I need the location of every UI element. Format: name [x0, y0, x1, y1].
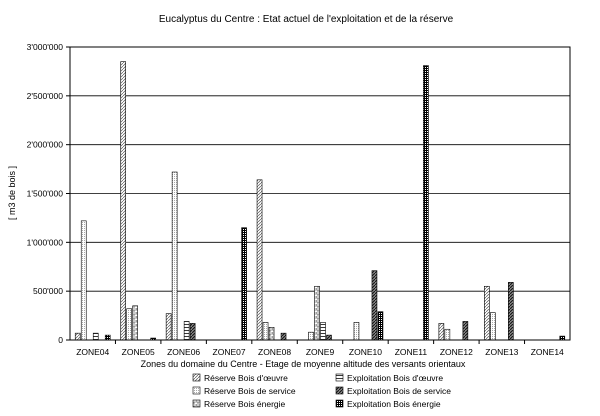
- bar-zone13-series-4: [508, 282, 513, 340]
- y-tick-label: 500'000: [33, 286, 63, 297]
- legend-item: [193, 373, 288, 383]
- legend-swatch: [193, 400, 200, 407]
- x-tick-label: ZONE06: [167, 347, 201, 357]
- gridlines: [70, 96, 570, 291]
- bar-zone10-series-1: [354, 322, 359, 340]
- bar-zone05-series-2: [133, 306, 138, 340]
- bar-zone12-series-0: [439, 323, 444, 340]
- y-axis-label: [ m3 de bois ]: [7, 165, 17, 221]
- legend-item: [193, 386, 296, 396]
- bar-zone13-series-0: [484, 286, 489, 340]
- x-tick-label: ZONE10: [348, 347, 382, 357]
- legend-swatch: [336, 400, 343, 407]
- y-tick-label: 3'000'000: [26, 42, 63, 52]
- bar-zone08-series-4: [281, 333, 286, 340]
- bar-zone04-series-5: [105, 335, 110, 340]
- bar-zone08-series-1: [263, 322, 268, 340]
- bar-zone9-series-4: [327, 335, 332, 340]
- legend-label: Exploitation Bois d'œuvre: [347, 373, 444, 383]
- legend-swatch: [193, 374, 200, 381]
- bar-zone04-series-1: [81, 221, 86, 340]
- bar-zone12-series-1: [445, 329, 450, 340]
- y-tick-label: 2'500'000: [26, 90, 63, 101]
- bar-zone13-series-1: [490, 313, 495, 340]
- legend-item: [336, 399, 441, 409]
- bar-zone08-series-2: [269, 327, 274, 340]
- bar-zone04-series-3: [93, 333, 98, 340]
- x-tick-label: ZONE05: [121, 347, 155, 357]
- chart-title: Eucalyptus du Centre : Etat actuel de l'exploitation et de la réserve: [158, 14, 454, 25]
- bar-zone10-series-5: [378, 312, 383, 340]
- legend-swatch: [193, 387, 200, 394]
- bar-zone06-series-4: [190, 323, 195, 340]
- bar-zone12-series-4: [463, 321, 468, 340]
- y-tick-label: 1'000'000: [26, 237, 63, 248]
- bar-zone05-series-0: [121, 62, 126, 340]
- x-axis-ticks: [76, 340, 564, 357]
- legend-item: [336, 373, 443, 383]
- legend-label: Exploitation Bois de service: [347, 386, 451, 396]
- bar-zone9-series-3: [321, 322, 326, 340]
- bar-zone9-series-2: [315, 286, 320, 340]
- legend-label: Réserve Bois énergie: [204, 399, 286, 409]
- x-tick-label: ZONE07: [212, 347, 246, 357]
- legend-label: Réserve Bois d'œuvre: [204, 373, 288, 383]
- bar-zone07-series-5: [242, 228, 247, 340]
- x-tick-label: ZONE04: [76, 347, 110, 357]
- legend-swatch: [336, 387, 343, 394]
- bars: [75, 62, 565, 340]
- y-tick-label: 2'000'000: [26, 139, 63, 150]
- y-tick-label: 1'500'000: [26, 188, 63, 199]
- bar-zone05-series-1: [127, 309, 132, 340]
- legend-label: Réserve Bois de service: [204, 386, 296, 396]
- x-tick-label: ZONE13: [485, 347, 519, 357]
- y-axis-ticks: [27, 42, 70, 345]
- bar-zone06-series-1: [172, 172, 177, 340]
- x-tick-label: ZONE14: [530, 347, 564, 357]
- bar-zone06-series-3: [184, 321, 189, 340]
- legend-swatch: [336, 374, 343, 381]
- x-tick-label: ZONE08: [258, 347, 292, 357]
- bar-zone08-series-0: [257, 180, 262, 340]
- bar-zone14-series-5: [560, 336, 565, 340]
- legend-label: Exploitation Bois énergie: [347, 399, 441, 409]
- legend-item: [193, 399, 286, 409]
- bar-zone10-series-4: [372, 271, 377, 340]
- x-axis-label: Zones du domaine du Centre - Etage de moyenne altitude des versants orientaux: [140, 359, 466, 369]
- bar-zone06-series-0: [166, 314, 171, 340]
- plot-area: [27, 42, 570, 357]
- legend: [193, 373, 451, 409]
- y-tick-label: 0: [58, 335, 63, 345]
- bar-zone9-series-1: [309, 332, 314, 340]
- bar-zone11-series-5: [423, 66, 428, 340]
- x-tick-label: ZONE9: [305, 347, 335, 357]
- legend-item: [336, 386, 451, 396]
- x-tick-label: ZONE12: [439, 347, 473, 357]
- bar-zone04-series-0: [75, 333, 80, 340]
- x-tick-label: ZONE11: [394, 347, 428, 357]
